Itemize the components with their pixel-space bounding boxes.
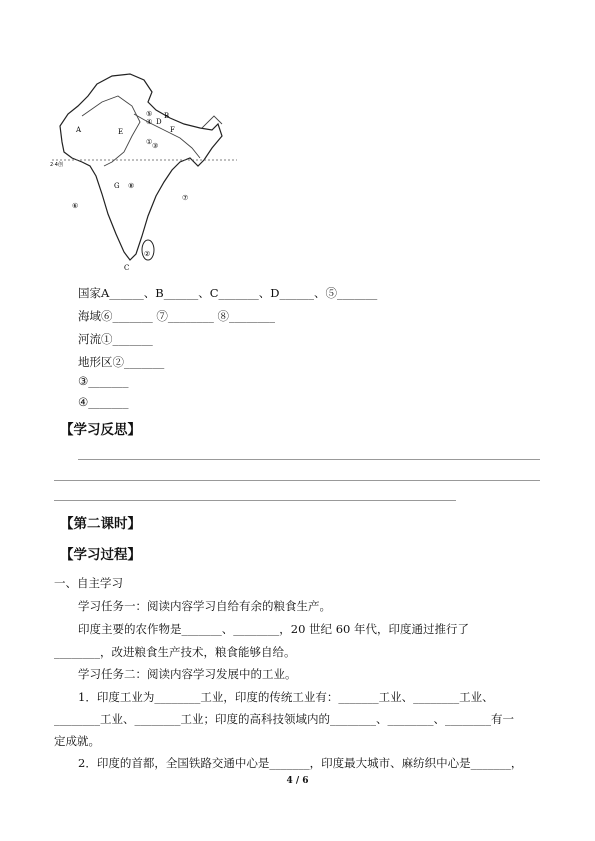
body-line-3: 印度主要的农作物是_______、________，20 世纪 60 年代，印度通过推行了: [78, 622, 469, 636]
fill-line-4: ④_______: [78, 395, 129, 409]
fill-line-landform: 地形区②_______: [78, 355, 165, 369]
section-reflection-heading: 【学习反思】: [60, 422, 141, 438]
map-label: ⑦: [182, 194, 189, 202]
map-river: [134, 114, 200, 158]
fill-line-3: ③_______: [78, 374, 129, 388]
body-line-5: 学习任务二：阅读内容学习发展中的工业。: [78, 667, 297, 681]
reflection-rule-3: [54, 500, 456, 501]
body-line-8: 定成就。: [54, 734, 100, 748]
fill-line-seas: 海域⑥_______ ⑦________ ⑧________: [78, 309, 276, 323]
section-lesson2-heading: 【第二课时】: [60, 516, 141, 532]
body-line-9: 2．印度的首都，全国铁路交通中心是_______，印度最大城市、麻纺织中心是_______，: [78, 756, 523, 770]
latitude-label: 2·4创: [50, 162, 63, 168]
map-label: ③: [152, 142, 159, 150]
fill-line-river: 河流①_______: [78, 332, 153, 346]
body-line-1: 一、自主学习: [54, 576, 123, 590]
india-map-figure: [52, 66, 242, 280]
body-line-2: 学习任务一：阅读内容学习自给有余的粮食生产。: [78, 599, 331, 613]
map-label: ⑧: [128, 182, 135, 190]
section-process-heading: 【学习过程】: [60, 547, 141, 563]
map-label: B: [164, 112, 170, 120]
body-line-4: ________，改进粮食生产技术，粮食能够自给。: [54, 645, 296, 659]
map-label: G: [114, 182, 120, 190]
map-label: C: [124, 264, 130, 272]
fill-line-countries: 国家A______、B______、C_______、D______、⑤_______: [78, 286, 378, 300]
body-line-6: 1．印度工业为________工业，印度的传统工业有：_______工业、________工业、: [78, 690, 494, 704]
map-label: ④: [146, 118, 153, 126]
map-label: E: [118, 128, 124, 136]
map-label: A: [76, 126, 82, 134]
map-label: ⑤: [146, 110, 153, 118]
map-outline: [60, 74, 222, 260]
map-label: ②: [144, 250, 151, 258]
map-label: ①: [146, 138, 153, 146]
map-label: F: [170, 126, 175, 134]
page-number: 4 / 6: [286, 776, 309, 786]
reflection-rule-2: [54, 480, 540, 481]
map-label: D: [156, 118, 162, 126]
body-line-7: ________工业、________工业；印度的高科技领域内的________、________、________有一: [54, 712, 514, 726]
map-inner-boundary: [82, 96, 140, 166]
map-label: ⑥: [72, 202, 79, 210]
reflection-rule-1: [78, 459, 540, 460]
